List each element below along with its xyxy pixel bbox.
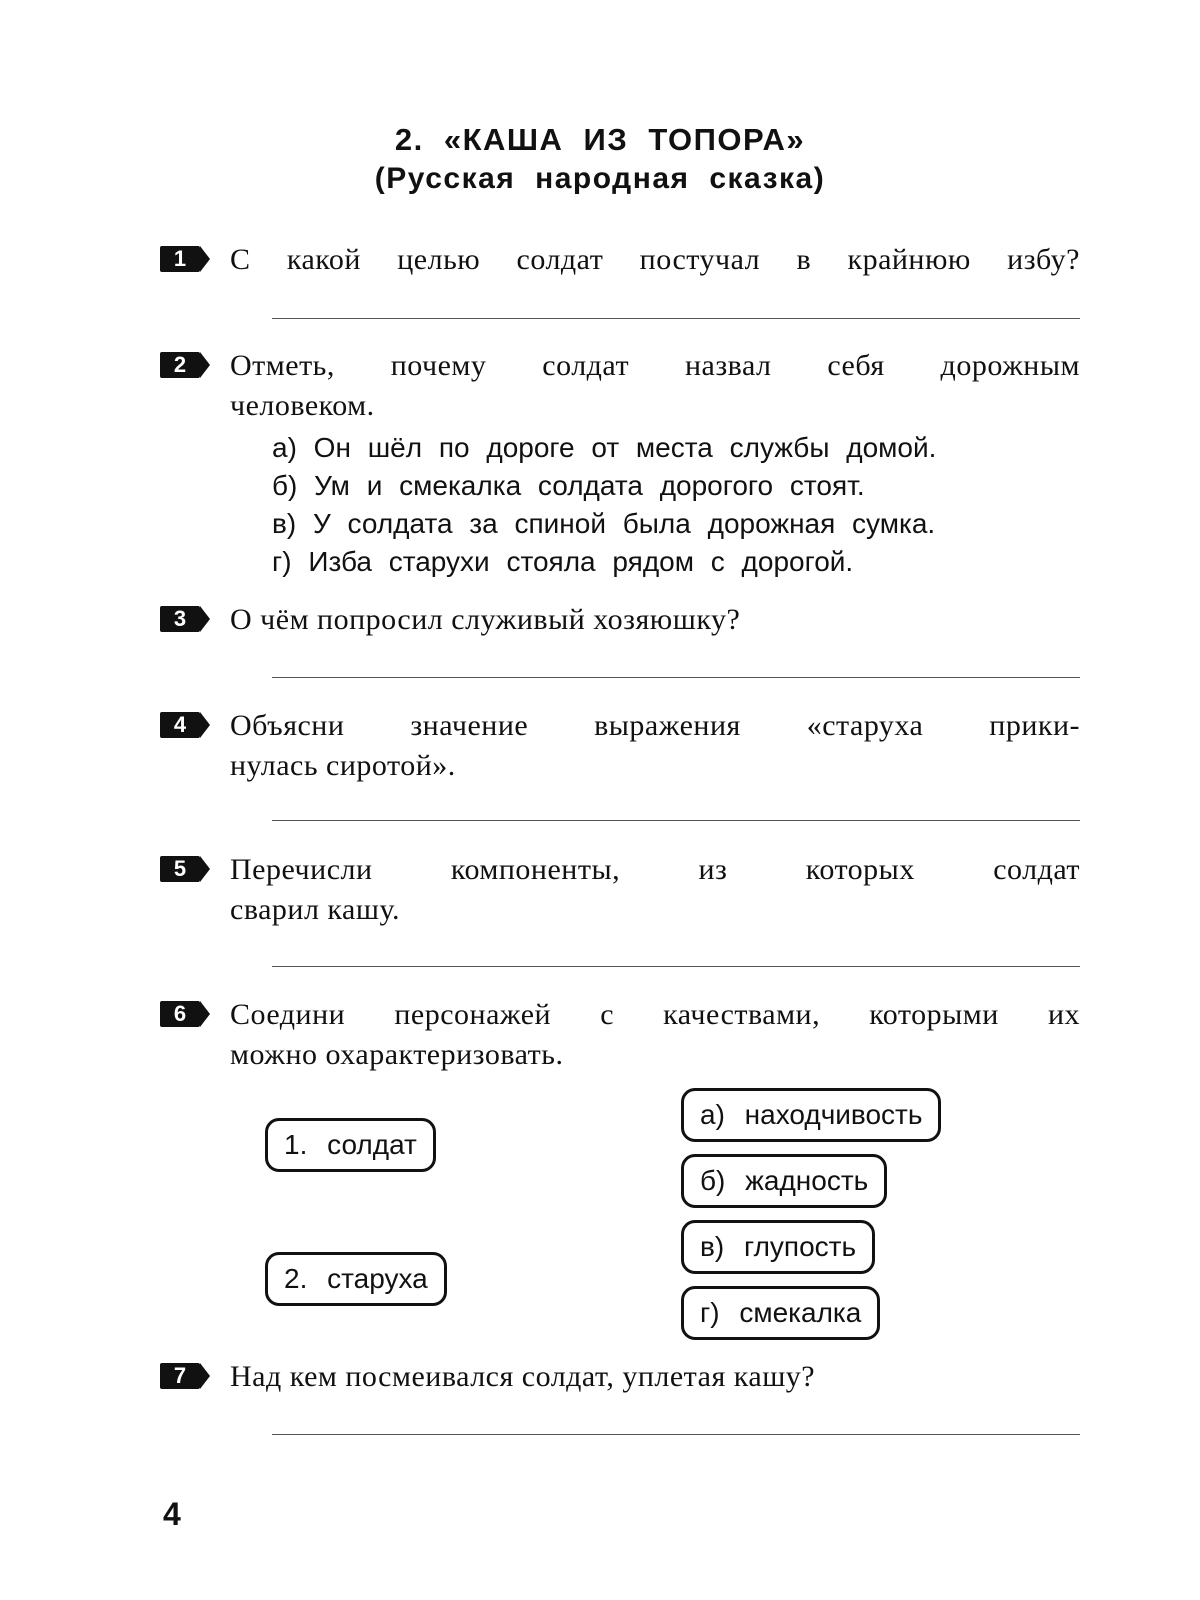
question-number-4: 4 (160, 712, 212, 738)
option-g[interactable]: г) Изба старухи стояла рядом с дорогой. (272, 546, 854, 577)
option-v[interactable]: в) У солдата за спиной была дорожная сумка. (272, 508, 936, 539)
question-number-3: 3 (160, 606, 212, 632)
answer-line-5[interactable] (272, 966, 1080, 967)
question-4-line-1: Объясни значение выражения «старуха прики- (230, 709, 1080, 742)
page-subtitle: (Русская народная сказка) (374, 162, 826, 195)
question-number-2: 2 (160, 352, 212, 378)
question-number-5: 5 (160, 856, 212, 882)
question-2-line-1: Отметь, почему солдат назвал себя дорожным (230, 349, 1080, 382)
page-number: 4 (163, 1496, 181, 1532)
page-title: 2. «КАША ИЗ ТОПОРА» (394, 122, 806, 157)
question-6-line-1: Соедини персонажей с качествами, которыми их (230, 998, 1080, 1031)
answer-line-3[interactable] (272, 677, 1080, 678)
quality-b-box[interactable]: б) жадность (681, 1154, 887, 1208)
character-old-woman-box[interactable]: 2. старуха (265, 1252, 447, 1306)
question-5-line-2: сварил кашу. (230, 893, 400, 926)
question-number-7: 7 (160, 1363, 212, 1389)
question-6-line-2: можно охарактеризовать. (230, 1038, 564, 1071)
question-1-text: С какой целью солдат постучал в крайнюю избу? (230, 243, 1080, 276)
answer-line-7[interactable] (272, 1434, 1080, 1435)
question-3-text: О чём попросил служивый хозяюшку? (230, 603, 741, 636)
question-4-line-2: нулась сиротой». (230, 749, 456, 782)
character-soldier-box[interactable]: 1. солдат (265, 1118, 436, 1172)
answer-line-4[interactable] (272, 820, 1080, 821)
option-a[interactable]: а) Он шёл по дороге от места службы домой. (272, 432, 937, 463)
question-5-line-1: Перечисли компоненты, из которых солдат (230, 853, 1080, 886)
question-7-text: Над кем посмеивался солдат, уплетая кашу? (230, 1360, 816, 1393)
question-number-6: 6 (160, 1001, 212, 1027)
quality-g-box[interactable]: г) смекалка (681, 1286, 880, 1340)
question-2-line-2: человеком. (230, 389, 375, 422)
option-b[interactable]: б) Ум и смекалка солдата дорогого стоят. (272, 470, 865, 501)
quality-v-box[interactable]: в) глупость (681, 1220, 875, 1274)
quality-a-box[interactable]: а) находчивость (681, 1088, 941, 1142)
answer-line-1[interactable] (272, 318, 1080, 319)
question-number-1: 1 (160, 246, 212, 272)
